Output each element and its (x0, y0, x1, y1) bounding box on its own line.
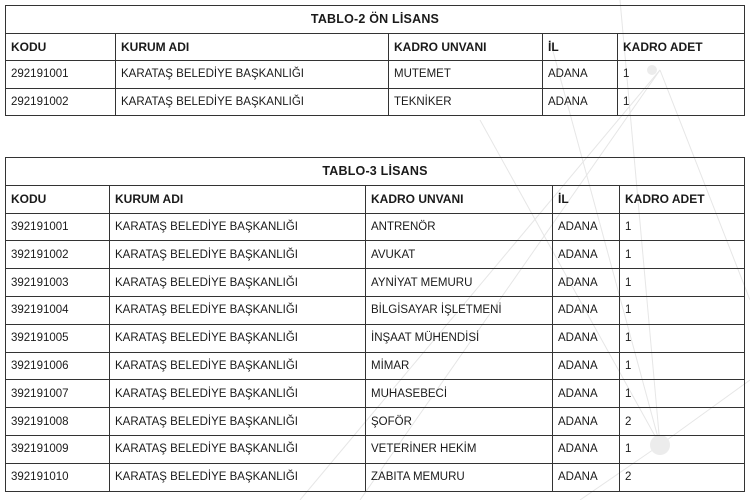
table-cell: ANTRENÖR (366, 213, 553, 241)
table-cell: ADANA (553, 324, 620, 352)
table-cell: KARATAŞ BELEDİYE BAŞKANLIĞI (110, 296, 366, 324)
table-header-row (6, 33, 745, 61)
table-cell: 392191005 (6, 324, 110, 352)
table-cell: 292191001 (6, 61, 116, 89)
table-header-row (6, 185, 745, 213)
table-cell: 1 (620, 352, 745, 380)
table-cell: 2 (620, 408, 745, 436)
table-title-row (6, 6, 745, 34)
table-cell: KARATAŞ BELEDİYE BAŞKANLIĞI (110, 269, 366, 297)
table-cell: KARATAŞ BELEDİYE BAŞKANLIĞI (110, 380, 366, 408)
table-cell: ADANA (553, 463, 620, 491)
table-cell: 1 (618, 61, 745, 89)
table-2 (5, 5, 745, 116)
table-cell: İNŞAAT MÜHENDİSİ (366, 324, 553, 352)
table-row (6, 88, 745, 116)
table-cell: ADANA (553, 408, 620, 436)
table-cell: VETERİNER HEKİM (366, 435, 553, 463)
table-2-container (5, 5, 744, 116)
table-row (6, 352, 745, 380)
table-3 (5, 157, 745, 492)
table-cell: BİLGİSAYAR İŞLETMENİ (366, 296, 553, 324)
table-cell: AVUKAT (366, 241, 553, 269)
column-header: KADRO ADET (618, 33, 745, 61)
column-header: KADRO UNVANI (389, 33, 543, 61)
column-header: KODU (6, 33, 116, 61)
table-cell: ŞOFÖR (366, 408, 553, 436)
table-cell: ADANA (543, 88, 618, 116)
table-cell: MİMAR (366, 352, 553, 380)
column-header: KURUM ADI (116, 33, 389, 61)
column-header: KURUM ADI (110, 185, 366, 213)
column-header: KADRO UNVANI (366, 185, 553, 213)
table-cell: 1 (620, 241, 745, 269)
table-row (6, 269, 745, 297)
table-row (6, 241, 745, 269)
table-cell: 392191002 (6, 241, 110, 269)
table-cell: 1 (620, 213, 745, 241)
table-cell: KARATAŞ BELEDİYE BAŞKANLIĞI (110, 435, 366, 463)
table-cell: 392191010 (6, 463, 110, 491)
table-cell: KARATAŞ BELEDİYE BAŞKANLIĞI (110, 352, 366, 380)
table-cell: 1 (618, 88, 745, 116)
table-cell: ADANA (553, 213, 620, 241)
table-row (6, 435, 745, 463)
table-cell: 1 (620, 435, 745, 463)
table-cell: AYNİYAT MEMURU (366, 269, 553, 297)
table-title: TABLO-2 ÖN LİSANS (6, 6, 745, 34)
table-cell: ADANA (553, 296, 620, 324)
table-cell: 2 (620, 463, 745, 491)
table-cell: KARATAŞ BELEDİYE BAŞKANLIĞI (110, 241, 366, 269)
table-cell: ADANA (553, 380, 620, 408)
table-3-container (5, 157, 744, 492)
table-row (6, 296, 745, 324)
table-row (6, 380, 745, 408)
table-cell: 1 (620, 269, 745, 297)
table-cell: 392191004 (6, 296, 110, 324)
table-cell: KARATAŞ BELEDİYE BAŞKANLIĞI (110, 324, 366, 352)
table-cell: 392191007 (6, 380, 110, 408)
table-cell: ADANA (553, 352, 620, 380)
table-row (6, 213, 745, 241)
table-cell: KARATAŞ BELEDİYE BAŞKANLIĞI (110, 408, 366, 436)
table-cell: 392191009 (6, 435, 110, 463)
column-header: İL (543, 33, 618, 61)
table-cell: MUHASEBECİ (366, 380, 553, 408)
table-cell: KARATAŞ BELEDİYE BAŞKANLIĞI (116, 61, 389, 89)
table-cell: ZABITA MEMURU (366, 463, 553, 491)
table-cell: KARATAŞ BELEDİYE BAŞKANLIĞI (110, 213, 366, 241)
table-cell: ADANA (553, 269, 620, 297)
column-header: KADRO ADET (620, 185, 745, 213)
table-row (6, 408, 745, 436)
table-row (6, 324, 745, 352)
table-cell: 392191006 (6, 352, 110, 380)
table-row (6, 463, 745, 491)
table-title-row (6, 158, 745, 186)
column-header: İL (553, 185, 620, 213)
table-cell: KARATAŞ BELEDİYE BAŞKANLIĞI (110, 463, 366, 491)
table-cell: 1 (620, 380, 745, 408)
table-cell: KARATAŞ BELEDİYE BAŞKANLIĞI (116, 88, 389, 116)
table-cell: 1 (620, 324, 745, 352)
table-cell: 392191008 (6, 408, 110, 436)
table-cell: ADANA (553, 435, 620, 463)
table-cell: TEKNİKER (389, 88, 543, 116)
table-row (6, 61, 745, 89)
table-cell: ADANA (553, 241, 620, 269)
table-cell: MUTEMET (389, 61, 543, 89)
table-cell: ADANA (543, 61, 618, 89)
table-cell: 1 (620, 296, 745, 324)
table-title: TABLO-3 LİSANS (6, 158, 745, 186)
table-cell: 392191003 (6, 269, 110, 297)
column-header: KODU (6, 185, 110, 213)
table-cell: 292191002 (6, 88, 116, 116)
table-cell: 392191001 (6, 213, 110, 241)
